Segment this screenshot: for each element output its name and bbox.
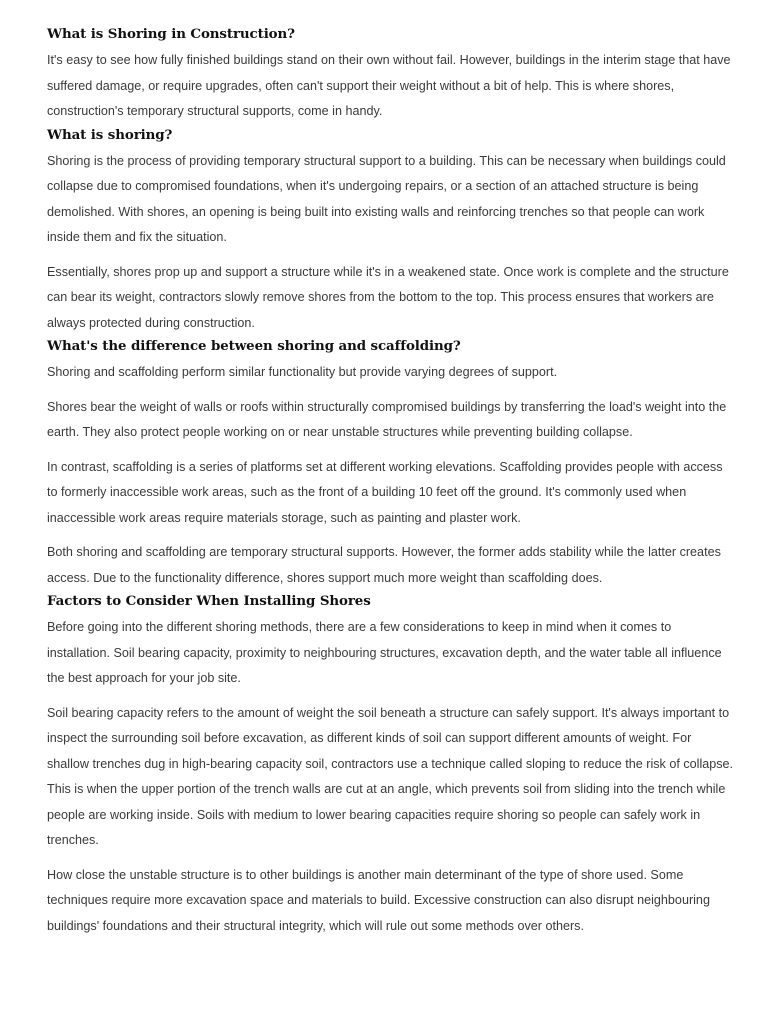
paragraph: Shoring and scaffolding perform similar functionality but provide varying degrees of support. <box>47 365 558 379</box>
heading-shoring-vs-scaffolding: What's the difference between shoring and scaffolding? <box>47 338 461 354</box>
paragraph: Before going into the different shoring methods, there are a few considerations to keep in mind when it comes to installation. Soil bearing capacity, proximity to neighbouring structures, excavation depth, and the water table all influence the best approach for your job site. <box>47 620 722 685</box>
paragraph: Shores bear the weight of walls or roofs within structurally compromised buildings by transferring the load's weight into the earth. They also protect people working on or near unstable structures while preventing building collapse. <box>47 399 727 439</box>
heading-what-is-shoring-in-construction: What is Shoring in Construction? <box>47 26 295 42</box>
paragraph: It's easy to see how fully finished buildings stand on their own without fail. However, buildings in the interim stage that have suffered damage, or require upgrades, often can't support their weight without a bit of help. This is where shores, construction's temporary structural supports, come in handy. <box>47 53 731 118</box>
paragraph: Both shoring and scaffolding are temporary structural supports. However, the former adds stability while the latter creates access. Due to the functionality difference, shores support much more weight than scaffolding does. <box>47 545 721 585</box>
heading-factors-installing-shores: Factors to Consider When Installing Shores <box>47 593 371 609</box>
paragraph: Shoring is the process of providing temporary structural support to a building. This can be necessary when buildings could collapse due to compromised foundations, when it's undergoing repairs, or a section of an attached structure is being demolished. With shores, an opening is being built into existing walls and reinforcing trenches so that people can work inside them and fix the situation. <box>47 153 726 244</box>
paragraph: In contrast, scaffolding is a series of platforms set at different working elevations. Scaffolding provides people with access to formerly inaccessible work areas, such as the front of a building 10 feet off the ground. It's commonly used when inaccessible work areas require materials storage, such as painting and plaster work. <box>47 459 723 525</box>
paragraph: Soil bearing capacity refers to the amount of weight the soil beneath a structure can safely support. It's always important to inspect the surrounding soil before excavation, as different kinds of soil can support different amounts of weight. For shallow trenches dug in high-bearing capacity soil, contractors use a technique called sloping to reduce the risk of collapse. This is when the upper portion of the trench walls are cut at an angle, which prevents soil from sliding into the trench while people are working inside. Soils with medium to lower bearing capacities require shoring so people can safely work in trenches. <box>47 705 734 847</box>
heading-what-is-shoring: What is shoring? <box>47 126 173 143</box>
paragraph: Essentially, shores prop up and support a structure while it's in a weakened state. Once work is complete and the structure can bear its weight, contractors slowly remove shores from the bottom to the top. This process ensures that workers are always protected during construction. <box>47 264 729 330</box>
article <box>47 24 735 939</box>
paragraph: How close the unstable structure is to other buildings is another main determinant of the type of shore used. Some techniques require more excavation space and materials to build. Excessive construction can also disrupt neighbouring buildings' foundations and their structural integrity, which will rule out some methods over others. <box>47 867 710 933</box>
